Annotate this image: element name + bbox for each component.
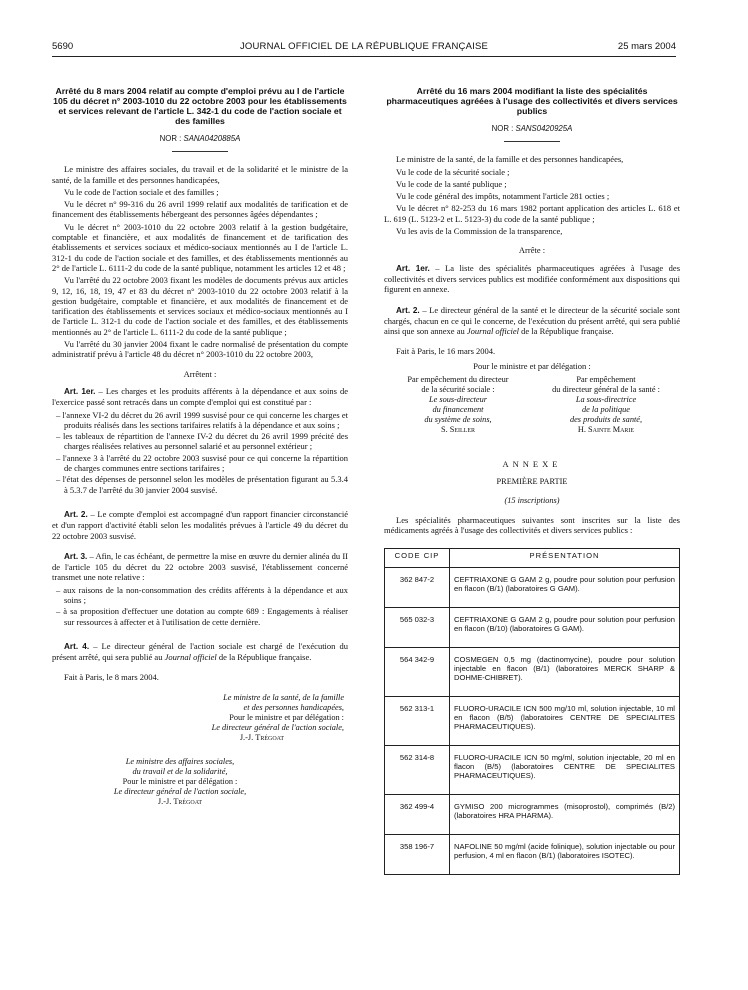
list-item: – l'annexe 3 à l'arrêté du 22 octobre 2003 susvisé pour ce qui concerne la répartition de charges communes entre sections tarifaires ; [56,452,348,474]
cip-code: 358 196-7 [385,834,450,874]
right-column [384,86,680,875]
presentation: COSMEGEN 0,5 mg (dactinomycine), poudre pour solution injectable en flacon (B/1) (laboratoires MERCK SHARP & DOHME-CHIBRET). [450,647,680,696]
signature-block-2: Le ministre des affaires sociales, du travail et de la solidarité, Pour le ministre et par délégation : Le directeur général de l'action sociale, J.-J. Trégoat [113,756,247,806]
table-row [385,794,680,834]
article-1: Art. 1er. – Les charges et les produits afférents à la dépendance et aux soins de l'exercice passé sont retracés dans un compte d'emploi qui est constitué par : [52,385,348,408]
list-item: – l'annexe VI-2 du décret du 26 avril 1999 susvisé pour ce qui concerne les charges et produits réalisés dans les sections tarifaires relatifs à la dépendance et aux soins ; [56,409,348,430]
cip-code: 564 342-9 [385,647,450,696]
cip-code: 362 847-2 [385,567,450,607]
table-row [385,745,680,794]
preamble-paragraph: Vu le décret n° 99-316 du 26 avril 1999 relatif aux modalités de tarification et de financement des établissements hébergeant des personnes âgées dépendantes ; [52,199,348,220]
table-row [385,647,680,696]
preamble-paragraph: Le ministre de la santé, de la famille et des personnes handicapées, [396,154,624,165]
presentation: NAFOLINE 50 mg/ml (acide folinique), solution injectable ou pour perfusion, 4 ml en flacon (B/1) (laboratoires ISOTEC). [450,834,680,874]
inscriptions-count: (15 inscriptions) [504,495,560,505]
preamble-paragraph: Vu le décret n° 82-253 du 16 mars 1982 portant application des articles L. 618 et L. 619 (L. 5123-2 et L. 5123-3) du code de la santé publique ; [384,203,680,224]
preamble-paragraph: Vu le code général des impôts, notamment l'article 281 octies ; [396,191,610,202]
nor-reference-right: NOR : SANS0420925A [491,124,573,133]
delegation-line: Pour le ministre et par délégation : [473,360,591,371]
annexe-heading: ANNEXE [502,459,562,470]
article-3-list [52,585,348,627]
signature-right: Par empêchement du directeur général de la santé : La sous-directrice de la politique des produits de santé, H. Sainte Marie [552,375,660,435]
list-item: – l'état des dépenses de personnel selon les modèles de présentation figurant au 5.3.4 à 5.3.7 de l'arrêté du 30 janvier 2004 susvisé. [56,474,348,495]
part-heading: PREMIÈRE PARTIE [496,477,568,487]
list-item: – les tableaux de répartition de l'annexe IV-2 du décret du 26 avril 1999 précité des charges réalisées relatives au personnel salarié et au personnel extérieur ; [56,431,348,452]
table-row [385,567,680,607]
nor-reference-left: NOR : SANA0420885A [159,134,241,143]
article-1: Art. 1er. – La liste des spécialités pharmaceutiques agréées à l'usage des collectivités et divers services publics est modifiée conformément aux dispositions qui figurent en annexe. [384,262,681,295]
page-number: 5690 [52,41,74,52]
list-item: – aux raisons de la non-consommation des crédits afférents à la dépendance et aux soins ; [56,584,348,605]
title-separator [172,151,228,152]
issue-date: 25 mars 2004 [617,41,676,52]
preamble-paragraph: Vu le code de l'action sociale et des familles ; [64,186,219,197]
table-row [385,607,680,647]
presentation: FLUORO-URACILE ICN 500 mg/10 ml, solution injectable, 10 ml en flacon (B/5) (laboratoires CENTRE DE SPECIALITES PHARMACEUTIQUES). [450,696,680,745]
header-rule [52,56,676,57]
preamble-paragraph: Vu l'arrêté du 22 octobre 2003 fixant les modèles de documents prévus aux articles 9, 12, 16, 18, 19, 47 et 83 du décret n° 2003-1010 du 22 octobre 2003 relatif à la gestion budgétaire, comptable et financière, et aux modalités de financement et de tarification des établissements et services sociaux et médico-sociaux mentionnés au I de l'article L. 312-1 du code de l'action sociale et des familles, et des établissements mentionnés au 2° de l'article L. 6111-2 du code de la santé publique ; [52,275,348,337]
arretent-heading: Arrêtent : [183,368,217,379]
annexe-intro: Les spécialités pharmaceutiques suivantes sont inscrites sur la liste des médicaments agréés à l'usage des collectivités et divers services publics : [384,514,680,536]
preamble-paragraph: Vu l'arrêté du 30 janvier 2004 fixant le cadre normalisé de présentation du compte administratif prévu à l'article 48 du décret n° 2003-1010 du 22 octobre 2003, [52,339,348,360]
presentation: CEFTRIAXONE G GAM 2 g, poudre pour solution pour perfusion en flacon (B/10) (laboratoires G GAM). [450,607,680,647]
table-row [385,834,680,874]
article-4: Art. 4. – Le directeur général de l'action sociale est chargé de l'exécution du présent arrêté, qui sera publié au Journal officiel de la République française. [52,640,348,663]
decree-title-left: Arrêté du 8 mars 2004 relatif au compte d'emploi prévu au I de l'article 105 du décret n° 2003-1010 du 22 octobre 2003 pour les établissements et services relevant de l'article L. 342-1 du code de l'action sociale et des familles [53,86,347,126]
cip-code: 562 314-8 [385,745,450,794]
signature-left: Par empêchement du directeur de la sécurité sociale : Le sous-directeur du financement du système de soins, S. Seiller [407,375,509,435]
signature-block-1: Le ministre de la santé, de la famille et des personnes handicapées, Pour le ministre et par délégation : Le directeur général de l'action sociale, J.-J. Trégoat [211,692,344,742]
preamble-paragraph: Vu le code de la sécurité sociale ; [396,166,510,177]
article-2: Art. 2. – Le directeur général de la santé et le directeur de la sécurité sociale sont chargés, chacun en ce qui le concerne, de l'exécution du présent arrêté, qui sera publié ainsi que son annexe au Journal officiel de la République française. [384,304,680,337]
medicines-table [384,548,680,875]
decree-title-right: Arrêté du 16 mars 2004 modifiant la liste des spécialités pharmaceutiques agréées à l'usage des collectivités et divers services publics [386,86,678,116]
left-column [52,86,348,807]
page-header [52,41,676,55]
arrete-heading: Arrête : [518,245,546,256]
table-row [385,696,680,745]
column-header-code: CODE CIP [385,548,450,567]
done-at: Fait à Paris, le 16 mars 2004. [396,346,496,357]
title-separator [504,141,560,142]
signature-columns [384,375,680,435]
article-1-list [52,410,348,495]
cip-code: 362 499-4 [385,794,450,834]
article-3: Art. 3. – Afin, le cas échéant, de permettre la mise en œuvre du dernier alinéa du II de l'article 105 du décret du 22 octobre 2003 susvisé, l'établissement concerné transmet une note relative : [52,550,348,583]
presentation: CEFTRIAXONE G GAM 2 g, poudre pour solution pour perfusion en flacon (B/1) (laboratoires G GAM). [450,567,680,607]
journal-title: JOURNAL OFFICIEL DE LA RÉPUBLIQUE FRANÇAISE [239,41,489,52]
preamble-paragraph: Vu le décret n° 2003-1010 du 22 octobre 2003 relatif à la gestion budgétaire, comptable et financière, et aux modalités de financement et de tarification des établissements et services sociaux et médico-sociaux mentionnés au I de l'article L. 312-1 du code de l'action sociale et des familles, et des établissements mentionnés au 2° de l'article L. 6111-2 du code de la santé publique, notamment les articles 12 et 48 ; [52,221,348,273]
presentation: GYMISO 200 microgrammes (misoprostol), comprimés (B/2) (laboratoires HRA PHARMA). [450,794,680,834]
presentation: FLUORO-URACILE ICN 50 mg/ml, solution injectable, 20 ml en flacon (B/5) (laboratoires CENTRE DE SPECIALITES PHARMACEUTIQUES). [450,745,680,794]
cip-code: 562 313-1 [385,696,450,745]
done-at: Fait à Paris, le 8 mars 2004. [64,672,159,683]
preamble-paragraph: Le ministre des affaires sociales, du travail et de la solidarité et le ministre de la santé, de la famille et des personnes handicapées, [52,164,348,185]
column-header-presentation: PRÉSENTATION [450,548,680,567]
article-2: Art. 2. – Le compte d'emploi est accompagné d'un rapport financier circonstancié et d'un rapport d'activité établi selon les modalités prévues à l'article 49 du décret du 22 octobre 2003 susvisé. [52,508,348,541]
preamble-paragraph: Vu le code de la santé publique ; [396,178,507,189]
preamble-paragraph: Vu les avis de la Commission de la transparence, [396,226,563,237]
table-header-row [385,548,680,567]
cip-code: 565 032-3 [385,607,450,647]
list-item: – à sa proposition d'effectuer une dotation au compte 689 : Engagements à réaliser sur ressources à affecter et à l'utilisation de cette dernière. [56,606,348,627]
